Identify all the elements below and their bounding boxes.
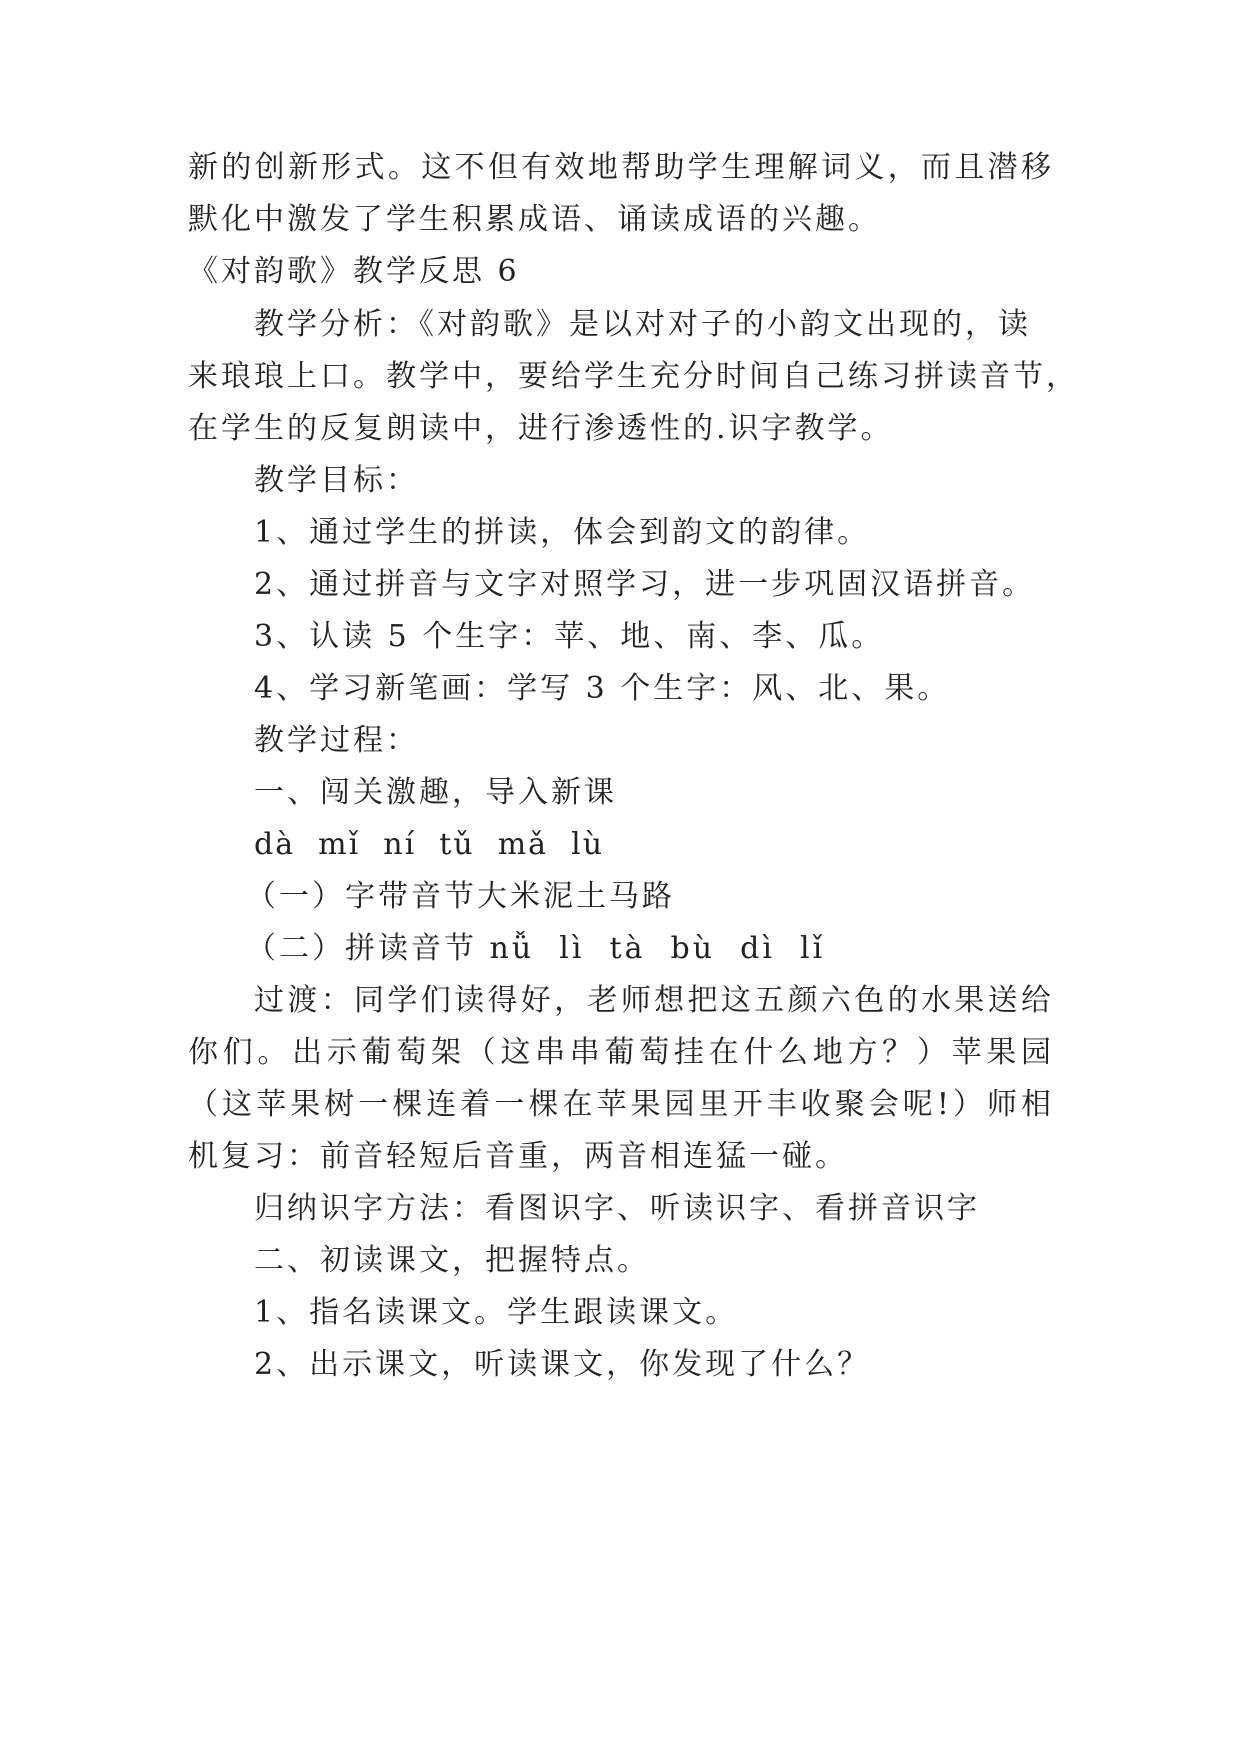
list-item: 3、认读 5 个生字：苹、地、南、李、瓜。 bbox=[254, 619, 885, 654]
paragraph-line: 归纳识字方法：看图识字、听读识字、看拼音识字 bbox=[254, 1191, 980, 1226]
paragraph-line: 过渡：同学们读得好，老师想把这五颜六色的水果送给 bbox=[254, 983, 1054, 1018]
paragraph-heading: 教学过程： bbox=[254, 723, 419, 758]
list-item: 2、出示课文，听读课文，你发现了什么？ bbox=[254, 1347, 871, 1382]
paragraph-line: （一）字带音节大米泥土马路 bbox=[246, 879, 675, 914]
paragraph-line: 你们。出示葡萄架（这串串葡萄挂在什么地方？）苹果园 bbox=[188, 1035, 1054, 1070]
list-item: 1、指名读课文。学生跟读课文。 bbox=[254, 1295, 739, 1330]
paragraph-line: 二、初读课文，把握特点。 bbox=[254, 1243, 650, 1278]
paragraph-line: 一、闯关激趣，导入新课 bbox=[254, 775, 617, 810]
list-item: 1、通过学生的拼读，体会到韵文的韵律。 bbox=[254, 515, 871, 550]
list-item: 4、学习新笔画：学写 3 个生字：风、北、果。 bbox=[254, 671, 951, 706]
paragraph-line: 机复习：前音轻短后音重，两音相连猛一碰。 bbox=[188, 1139, 848, 1174]
paragraph-line: 来琅琅上口。教学中，要给学生充分时间自己练习拼读音节， bbox=[188, 359, 1079, 394]
paragraph-line: 在学生的反复朗读中，进行渗透性的.识字教学。 bbox=[188, 411, 894, 446]
paragraph-heading: 教学目标： bbox=[254, 463, 419, 498]
paragraph-line: 教学分析：《对韵歌》是以对对子的小韵文出现的，读 bbox=[254, 307, 1031, 342]
list-item: 2、通过拼音与文字对照学习，进一步巩固汉语拼音。 bbox=[254, 567, 1036, 602]
paragraph-line: 新的创新形式。这不但有效地帮助学生理解词义，而且潜移 bbox=[188, 150, 1054, 185]
paragraph-line: （这苹果树一棵连着一棵在苹果园里开丰收聚会呢!）师相 bbox=[188, 1087, 1054, 1122]
pinyin-line: dà mǐ ní tǔ mǎ lù bbox=[254, 827, 605, 862]
paragraph-line: （二）拼读音节 nǚ lì tà bù dì lǐ bbox=[246, 931, 826, 966]
section-heading: 《对韵歌》教学反思 6 bbox=[188, 254, 520, 289]
paragraph-line: 默化中激发了学生积累成语、诵读成语的兴趣。 bbox=[188, 202, 881, 237]
